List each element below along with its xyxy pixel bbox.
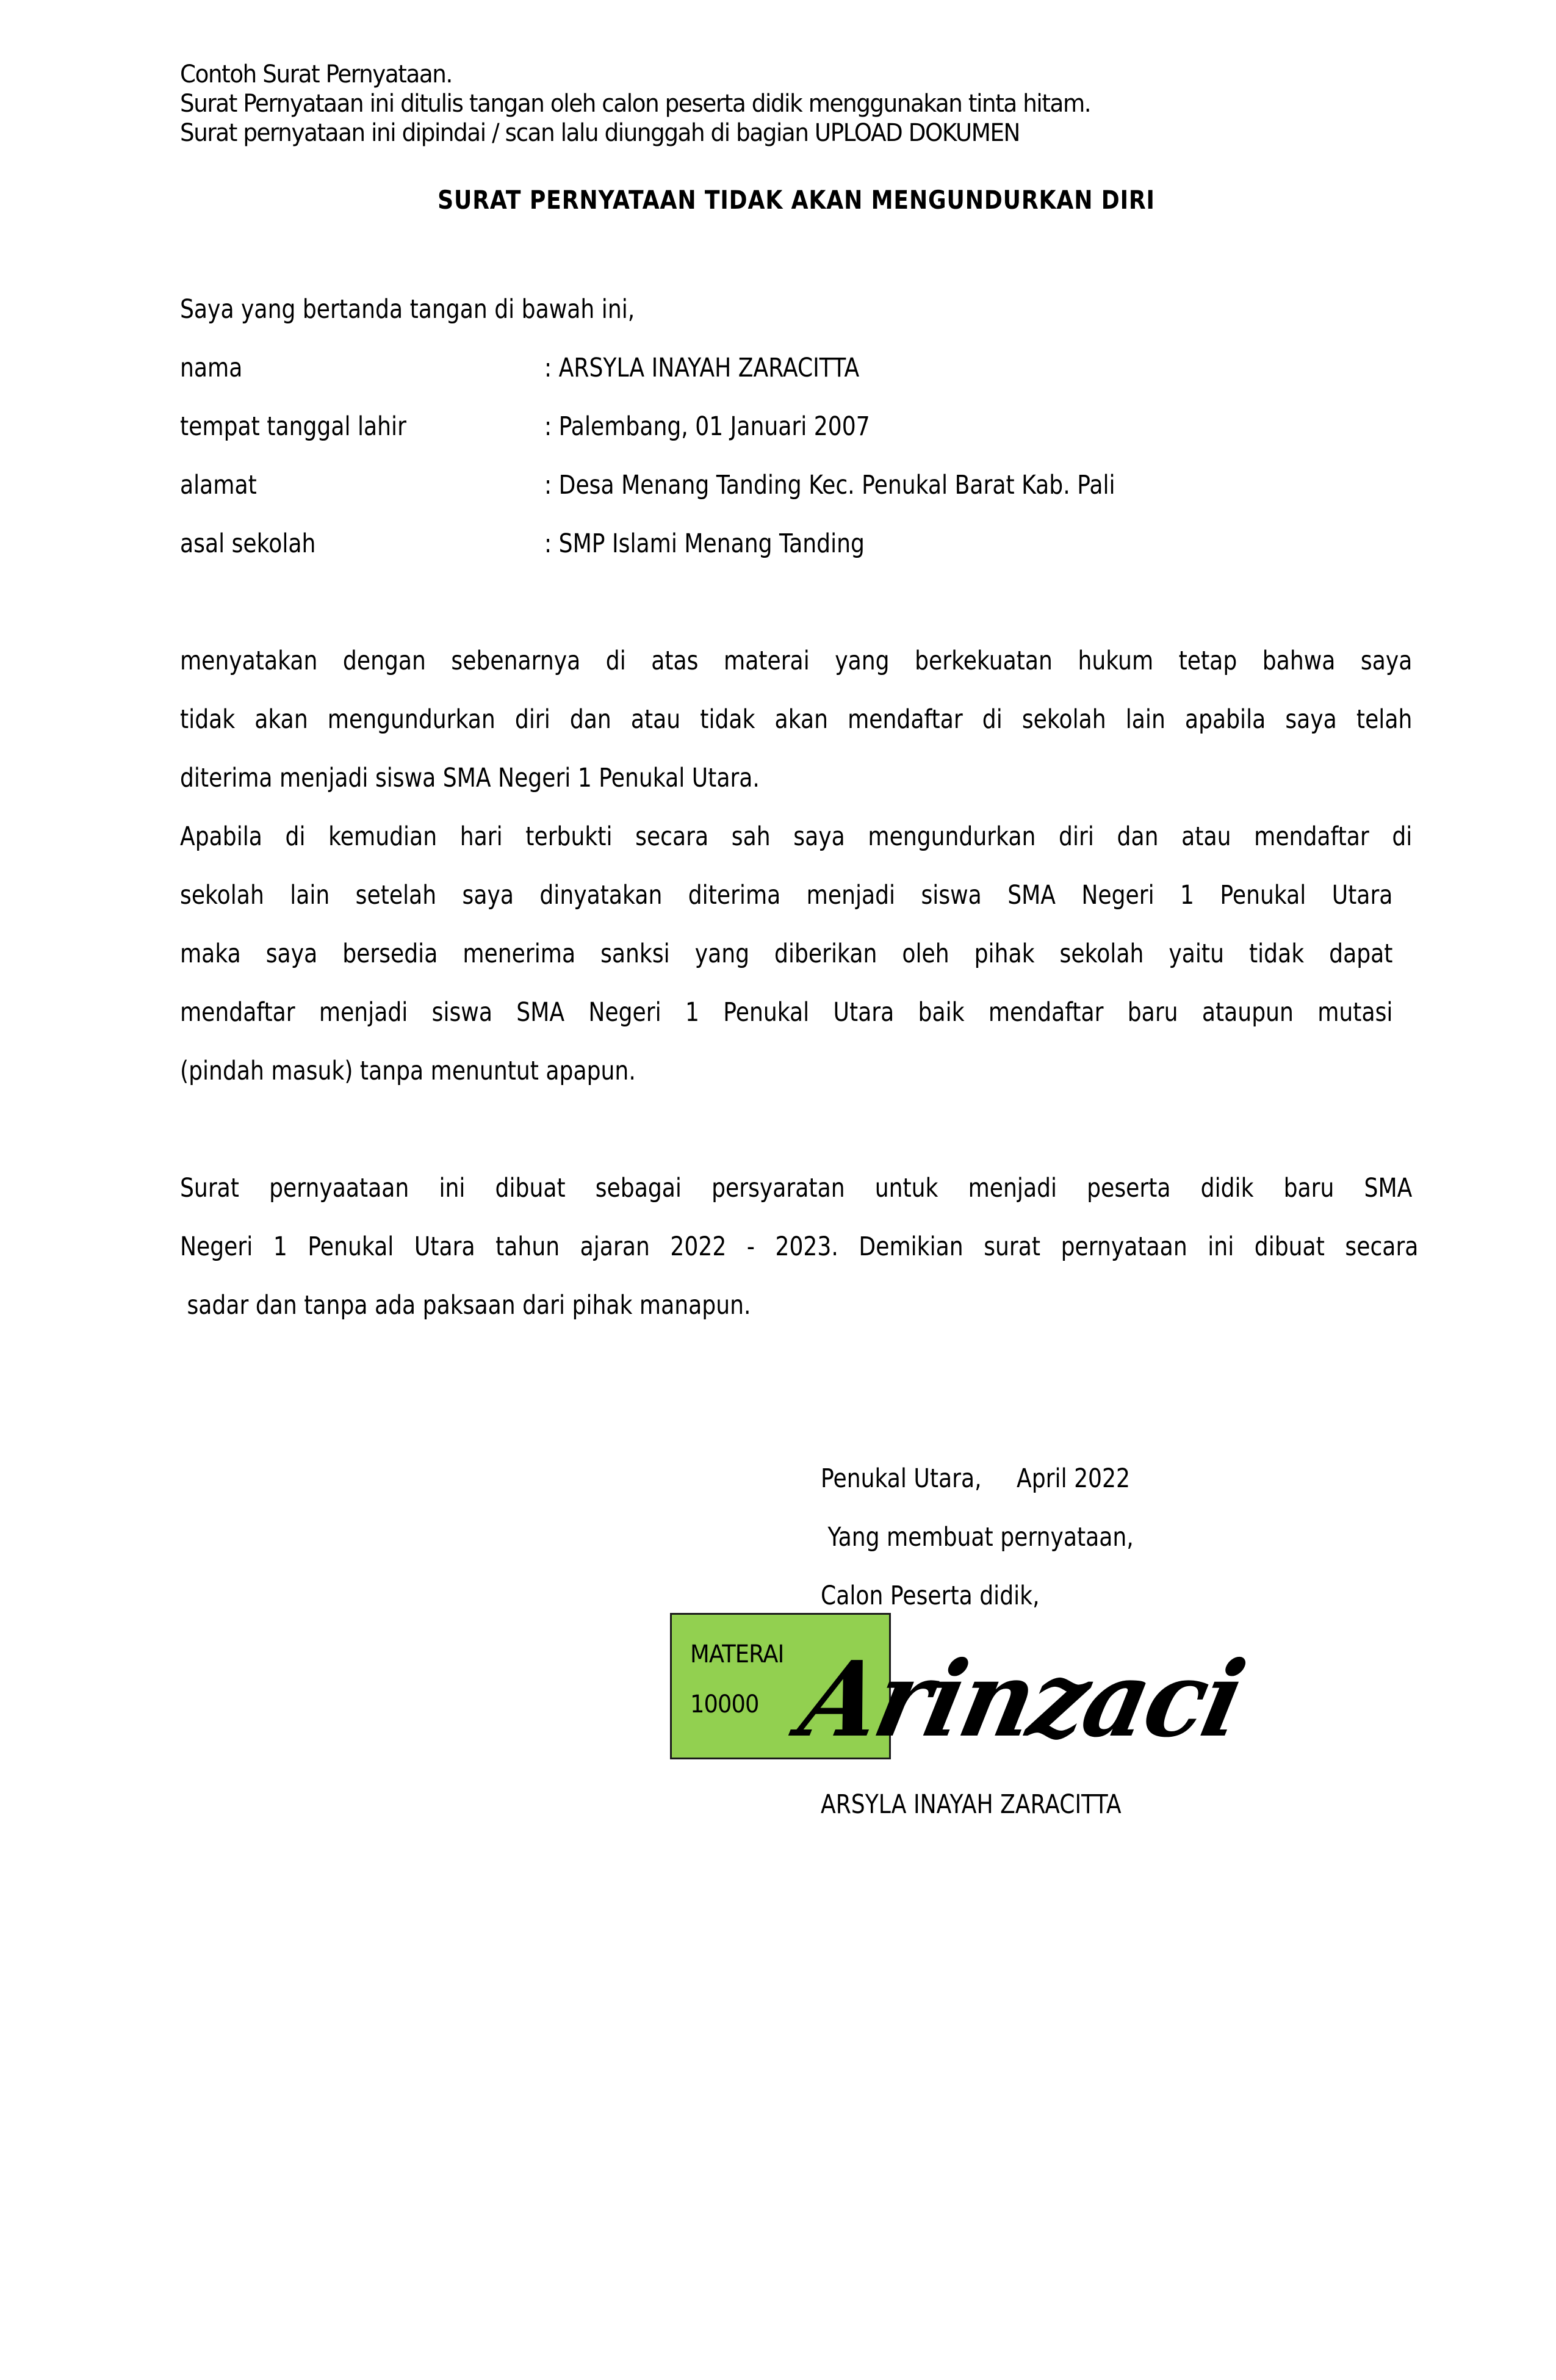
paragraph-line: mendaftar menjadi siswa SMA Negeri 1 Penukal Utara baik mendaftar baru ataupun mutasi: [180, 997, 1393, 1028]
paragraph-line: sekolah lain setelah saya dinyatakan diterima menjadi siswa SMA Negeri 1 Penukal Utara: [180, 880, 1393, 911]
letter-intro: Saya yang bertanda tangan di bawah ini,: [180, 294, 635, 325]
field-value: : Desa Menang Tanding Kec. Penukal Barat Kab. Pali: [544, 470, 1115, 500]
field-label: asal sekolah: [180, 528, 316, 559]
field-value: : ARSYLA INAYAH ZARACITTA: [544, 353, 860, 383]
signer-name: ARSYLA INAYAH ZARACITTA: [821, 1789, 1122, 1820]
paragraph-line: maka saya bersedia menerima sanksi yang diberikan oleh pihak sekolah yaitu tidak dapat: [180, 939, 1393, 969]
field-label: alamat: [180, 470, 257, 500]
instruction-note: [180, 60, 1090, 148]
paragraph-line: Surat pernyaataan ini dibuat sebagai persyaratan untuk menjadi peserta didik baru SMA: [180, 1173, 1413, 1203]
maker-label: Yang membuat pernyataan,: [821, 1522, 1134, 1552]
role-label: Calon Peserta didik,: [821, 1581, 1040, 1611]
note-line: Surat pernyataan ini dipindai / scan lalu diunggah di bagian UPLOAD DOKUMEN: [180, 119, 1020, 147]
paragraph-line: sadar dan tanpa ada paksaan dari pihak manapun.: [180, 1290, 751, 1321]
paragraph-line: tidak akan mengundurkan diri dan atau tidak akan mendaftar di sekolah lain apabila saya telah: [180, 704, 1413, 735]
field-value: : Palembang, 01 Januari 2007: [544, 411, 870, 442]
paragraph-line: Apabila di kemudian hari terbukti secara sah saya mengundurkan diri dan atau mendaftar di: [180, 821, 1413, 852]
paragraph-line: diterima menjadi siswa SMA Negeri 1 Penukal Utara.: [180, 763, 760, 793]
paragraph-line: menyatakan dengan sebenarnya di atas materai yang berkekuatan hukum tetap bahwa saya: [180, 646, 1413, 676]
note-line: Surat Pernyataan ini ditulis tangan oleh calon peserta didik menggunakan tinta hitam.: [180, 90, 1091, 118]
field-value: : SMP Islami Menang Tanding: [544, 528, 865, 559]
letter-title: SURAT PERNYATAAN TIDAK AKAN MENGUNDURKAN DIRI: [438, 185, 1155, 215]
stamp-label: MATERAI: [690, 1640, 784, 1668]
handwritten-signature: Arinzaci: [790, 1639, 1253, 1761]
stamp-value: 10000: [690, 1690, 759, 1718]
note-line: Contoh Surat Pernyataan.: [180, 60, 452, 88]
paragraph-line: (pindah masuk) tanpa menuntut apapun.: [180, 1056, 636, 1086]
place-date: Penukal Utara, April 2022: [821, 1463, 1131, 1494]
field-label: tempat tanggal lahir: [180, 411, 406, 442]
field-label: nama: [180, 353, 243, 383]
paragraph-line: Negeri 1 Penukal Utara tahun ajaran 2022 - 2023. Demikian surat pernyataan ini dibuat secara: [180, 1231, 1419, 1262]
